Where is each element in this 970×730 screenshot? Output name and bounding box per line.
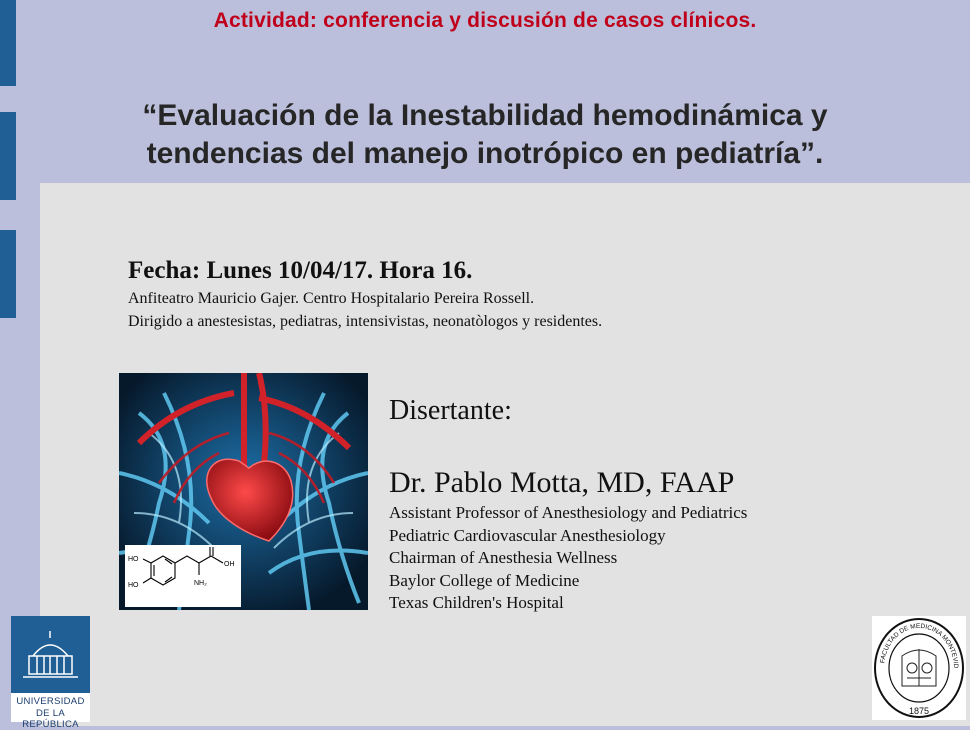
- credential-line: Baylor College of Medicine: [389, 570, 580, 590]
- credential-line: Chairman of Anesthesia Wellness: [389, 548, 618, 567]
- speaker-label: Disertante:: [389, 395, 512, 426]
- credential-line: Texas Children's Hospital: [389, 593, 564, 612]
- seal-year: 1875: [908, 706, 930, 716]
- credential-line: Pediatric Cardiovascular Anesthesiology: [389, 525, 666, 545]
- udelar-logo-line-2: DE LA REPÚBLICA: [22, 708, 79, 730]
- udelar-logo-emblem: [11, 616, 90, 693]
- dopamine-structure: [125, 545, 241, 607]
- event-date: Fecha: Lunes 10/04/17. Hora 16.: [128, 257, 473, 284]
- event-venue: Anfiteatro Mauricio Gajer. Centro Hospitalario Pereira Rossell.: [128, 290, 535, 307]
- udelar-logo-line-1: UNIVERSIDAD: [16, 696, 85, 707]
- molecule-label-ho-bottom: HO: [128, 582, 139, 589]
- molecule-label-nh2: NH₂: [194, 580, 207, 587]
- title-line-2: tendencias del manejo inotrópico en pediatría”.: [146, 137, 824, 170]
- faculty-seal-logo: [872, 616, 966, 720]
- udelar-logo: [11, 616, 90, 730]
- activity-heading: Actividad: conferencia y discusión de casos clínicos.: [213, 9, 757, 32]
- event-audience: Dirigido a anestesistas, pediatras, intensivistas, neonatòlogos y residentes.: [128, 313, 603, 330]
- credential-line: Assistant Professor of Anesthesiology and Pediatrics: [389, 503, 748, 522]
- title-line-1: “Evaluación de la Inestabilidad hemodinámica y: [142, 99, 828, 132]
- molecule-label-ho-top: HO: [128, 556, 139, 563]
- molecule-label-oh: OH: [224, 561, 235, 568]
- seal-arc-text: FACULTAD DE MEDICINA MONTEVID: [879, 622, 960, 669]
- speaker-name: Dr. Pablo Motta, MD, FAAP: [389, 466, 735, 499]
- speaker-credentials: [389, 502, 747, 615]
- page-title: [60, 97, 910, 173]
- side-accent-bar-bottom: [0, 230, 16, 318]
- side-accent-bar-middle: [0, 112, 16, 200]
